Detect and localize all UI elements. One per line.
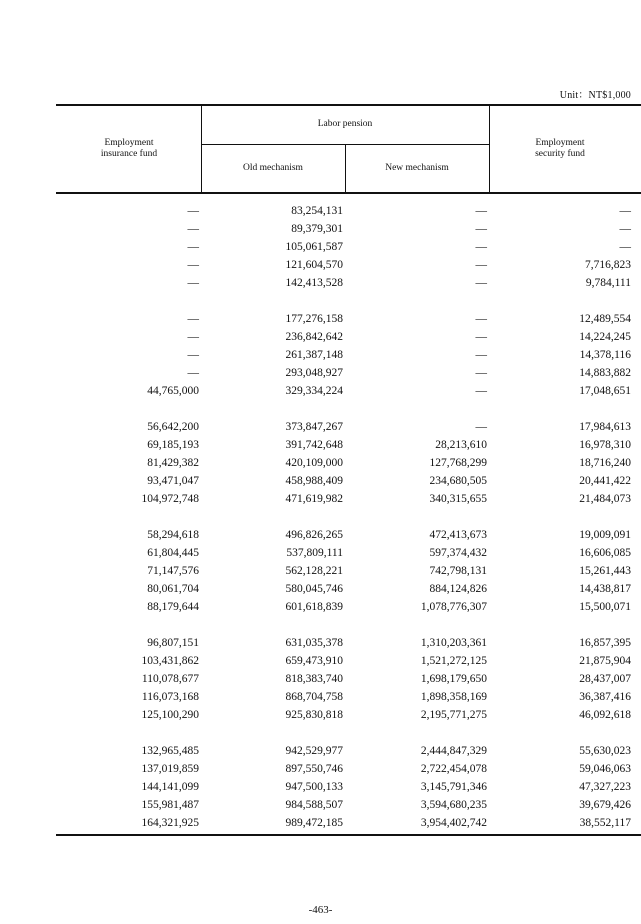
group-gap bbox=[56, 724, 641, 742]
employment-insurance-cell: 155,981,487 bbox=[141, 799, 199, 811]
employment-security-cell: 14,378,116 bbox=[579, 349, 631, 361]
table-row bbox=[56, 526, 641, 544]
new-mechanism-cell: 2,195,771,275 bbox=[420, 709, 487, 721]
employment-security-cell: — bbox=[619, 205, 631, 217]
old-mechanism-cell: 496,826,265 bbox=[285, 529, 343, 541]
new-mechanism-cell: 1,078,776,307 bbox=[420, 601, 487, 613]
employment-insurance-cell: — bbox=[187, 205, 199, 217]
header-employment-security: Employment security fund bbox=[535, 138, 585, 159]
employment-insurance-cell: 69,185,193 bbox=[147, 439, 199, 451]
employment-security-cell: 12,489,554 bbox=[579, 313, 631, 325]
employment-security-cell: 17,048,651 bbox=[579, 385, 631, 397]
employment-security-cell: 28,437,007 bbox=[579, 673, 631, 685]
old-mechanism-cell: 373,847,267 bbox=[285, 421, 343, 433]
employment-security-cell: 16,978,310 bbox=[579, 439, 631, 451]
table-row bbox=[56, 220, 641, 238]
employment-insurance-cell: 116,073,168 bbox=[141, 691, 199, 703]
table-row bbox=[56, 472, 641, 490]
employment-security-cell: 36,387,416 bbox=[579, 691, 631, 703]
employment-insurance-cell: 137,019,859 bbox=[141, 763, 199, 775]
new-mechanism-cell: 1,898,358,169 bbox=[420, 691, 487, 703]
employment-security-cell: 47,327,223 bbox=[579, 781, 631, 793]
new-mechanism-cell: — bbox=[475, 277, 487, 289]
table-row bbox=[56, 742, 641, 760]
table-row bbox=[56, 238, 641, 256]
employment-insurance-cell: 93,471,047 bbox=[147, 475, 199, 487]
employment-security-cell: 17,984,613 bbox=[579, 421, 631, 433]
new-mechanism-cell: 3,594,680,235 bbox=[420, 799, 487, 811]
group-gap bbox=[56, 616, 641, 634]
header-labor-pension: Labor pension bbox=[317, 119, 373, 129]
new-mechanism-cell: 742,798,131 bbox=[429, 565, 487, 577]
old-mechanism-cell: 989,472,185 bbox=[285, 817, 343, 829]
old-mechanism-cell: 391,742,648 bbox=[285, 439, 343, 451]
new-mechanism-cell: 2,444,847,329 bbox=[420, 745, 487, 757]
page-number: -463- bbox=[308, 904, 333, 916]
employment-security-cell: 20,441,422 bbox=[579, 475, 631, 487]
employment-security-cell: 7,716,823 bbox=[585, 259, 631, 271]
employment-insurance-cell: 81,429,382 bbox=[147, 457, 199, 469]
old-mechanism-cell: 818,383,740 bbox=[285, 673, 343, 685]
old-mechanism-cell: 142,413,528 bbox=[285, 277, 343, 289]
table-row bbox=[56, 544, 641, 562]
header-bottom-rule bbox=[56, 192, 641, 194]
new-mechanism-cell: — bbox=[475, 241, 487, 253]
table-row bbox=[56, 418, 641, 436]
table-row bbox=[56, 346, 641, 364]
table-row bbox=[56, 796, 641, 814]
employment-security-cell: 55,630,023 bbox=[579, 745, 631, 757]
old-mechanism-cell: 293,048,927 bbox=[285, 367, 343, 379]
group-gap bbox=[56, 508, 641, 526]
old-mechanism-cell: 562,128,221 bbox=[285, 565, 343, 577]
table-row bbox=[56, 652, 641, 670]
employment-security-cell: 19,009,091 bbox=[579, 529, 631, 541]
table-row bbox=[56, 760, 641, 778]
employment-insurance-cell: 164,321,925 bbox=[141, 817, 199, 829]
employment-insurance-cell: — bbox=[187, 313, 199, 325]
new-mechanism-cell: 2,722,454,078 bbox=[420, 763, 487, 775]
table-row bbox=[56, 436, 641, 454]
employment-insurance-cell: — bbox=[187, 331, 199, 343]
old-mechanism-cell: 89,379,301 bbox=[291, 223, 343, 235]
table-body bbox=[56, 202, 641, 832]
table-row bbox=[56, 490, 641, 508]
new-mechanism-cell: 3,954,402,742 bbox=[420, 817, 487, 829]
old-mechanism-cell: 420,109,000 bbox=[285, 457, 343, 469]
employment-insurance-cell: 96,807,151 bbox=[147, 637, 199, 649]
new-mechanism-cell: 884,124,826 bbox=[429, 583, 487, 595]
old-mechanism-cell: 236,842,642 bbox=[285, 331, 343, 343]
old-mechanism-cell: 458,988,409 bbox=[285, 475, 343, 487]
new-mechanism-cell: 472,413,673 bbox=[429, 529, 487, 541]
old-mechanism-cell: 537,809,111 bbox=[286, 547, 343, 559]
header-divider bbox=[489, 104, 490, 193]
employment-security-cell: 39,679,426 bbox=[579, 799, 631, 811]
employment-security-cell: 15,500,071 bbox=[579, 601, 631, 613]
employment-insurance-cell: — bbox=[187, 241, 199, 253]
employment-security-cell: 16,606,085 bbox=[579, 547, 631, 559]
new-mechanism-cell: — bbox=[475, 367, 487, 379]
new-mechanism-cell: — bbox=[475, 223, 487, 235]
new-mechanism-cell: 597,374,432 bbox=[429, 547, 487, 559]
employment-security-cell: 21,875,904 bbox=[579, 655, 631, 667]
employment-security-cell: 14,438,817 bbox=[579, 583, 631, 595]
table-row bbox=[56, 580, 641, 598]
table-row bbox=[56, 256, 641, 274]
old-mechanism-cell: 329,334,224 bbox=[285, 385, 343, 397]
labor-pension-divider bbox=[201, 144, 489, 145]
employment-security-cell: 15,261,443 bbox=[579, 565, 631, 577]
old-mechanism-cell: 471,619,982 bbox=[285, 493, 343, 505]
employment-security-cell: 18,716,240 bbox=[579, 457, 631, 469]
table-row bbox=[56, 382, 641, 400]
employment-insurance-cell: 56,642,200 bbox=[147, 421, 199, 433]
employment-security-cell: 9,784,111 bbox=[585, 277, 631, 289]
table-bottom-rule bbox=[56, 834, 641, 836]
new-mechanism-cell: 1,310,203,361 bbox=[420, 637, 487, 649]
new-mechanism-cell: — bbox=[475, 313, 487, 325]
group-gap bbox=[56, 292, 641, 310]
employment-insurance-cell: 61,804,445 bbox=[147, 547, 199, 559]
table-row bbox=[56, 706, 641, 724]
new-mechanism-cell: — bbox=[475, 331, 487, 343]
old-mechanism-cell: 868,704,758 bbox=[285, 691, 343, 703]
header-new-mechanism: New mechanism bbox=[385, 163, 449, 173]
old-mechanism-cell: 177,276,158 bbox=[285, 313, 343, 325]
employment-insurance-cell: 71,147,576 bbox=[147, 565, 199, 577]
employment-insurance-cell: 125,100,290 bbox=[141, 709, 199, 721]
table-row bbox=[56, 562, 641, 580]
table-row bbox=[56, 310, 641, 328]
table-row bbox=[56, 328, 641, 346]
employment-insurance-cell: 110,078,677 bbox=[141, 673, 199, 685]
employment-insurance-cell: — bbox=[187, 349, 199, 361]
employment-insurance-cell: 44,765,000 bbox=[147, 385, 199, 397]
header-divider bbox=[201, 104, 202, 193]
new-mechanism-cell: — bbox=[475, 259, 487, 271]
old-mechanism-cell: 984,588,507 bbox=[285, 799, 343, 811]
unit-label: Unit：NT$1,000 bbox=[559, 90, 631, 101]
employment-security-cell: — bbox=[619, 223, 631, 235]
employment-security-cell: — bbox=[619, 241, 631, 253]
employment-insurance-cell: 88,179,644 bbox=[147, 601, 199, 613]
employment-insurance-cell: — bbox=[187, 259, 199, 271]
employment-security-cell: 21,484,073 bbox=[579, 493, 631, 505]
employment-insurance-cell: 144,141,099 bbox=[141, 781, 199, 793]
old-mechanism-cell: 631,035,378 bbox=[285, 637, 343, 649]
old-mechanism-cell: 925,830,818 bbox=[285, 709, 343, 721]
new-mechanism-cell: — bbox=[475, 421, 487, 433]
table-row bbox=[56, 364, 641, 382]
header-old-mechanism: Old mechanism bbox=[243, 163, 303, 173]
employment-insurance-cell: 104,972,748 bbox=[141, 493, 199, 505]
new-mechanism-cell: — bbox=[475, 385, 487, 397]
old-mechanism-cell: 121,604,570 bbox=[285, 259, 343, 271]
table-row bbox=[56, 814, 641, 832]
employment-security-cell: 38,552,117 bbox=[579, 817, 631, 829]
old-mechanism-cell: 261,387,148 bbox=[285, 349, 343, 361]
employment-insurance-cell: 80,061,704 bbox=[147, 583, 199, 595]
new-mechanism-cell: — bbox=[475, 349, 487, 361]
table-row bbox=[56, 670, 641, 688]
table-row bbox=[56, 454, 641, 472]
table-row bbox=[56, 688, 641, 706]
table-row bbox=[56, 634, 641, 652]
old-mechanism-cell: 580,045,746 bbox=[285, 583, 343, 595]
group-gap bbox=[56, 400, 641, 418]
new-mechanism-cell: 3,145,791,346 bbox=[420, 781, 487, 793]
old-mechanism-cell: 942,529,977 bbox=[285, 745, 343, 757]
old-mechanism-cell: 947,500,133 bbox=[285, 781, 343, 793]
new-mechanism-cell: 234,680,505 bbox=[429, 475, 487, 487]
table-row bbox=[56, 598, 641, 616]
new-mechanism-cell: 340,315,655 bbox=[429, 493, 487, 505]
old-mechanism-cell: 659,473,910 bbox=[285, 655, 343, 667]
old-mechanism-cell: 83,254,131 bbox=[291, 205, 343, 217]
new-mechanism-cell: 1,698,179,650 bbox=[420, 673, 487, 685]
table-top-rule bbox=[56, 104, 641, 106]
table-row bbox=[56, 202, 641, 220]
employment-insurance-cell: 103,431,862 bbox=[141, 655, 199, 667]
employment-security-cell: 14,883,882 bbox=[579, 367, 631, 379]
new-mechanism-cell: 127,768,299 bbox=[429, 457, 487, 469]
employment-insurance-cell: — bbox=[187, 223, 199, 235]
new-mechanism-cell: — bbox=[475, 205, 487, 217]
old-mechanism-cell: 105,061,587 bbox=[285, 241, 343, 253]
header-employment-insurance: Employment insurance fund bbox=[100, 138, 158, 159]
employment-security-cell: 59,046,063 bbox=[579, 763, 631, 775]
old-mechanism-cell: 601,618,839 bbox=[285, 601, 343, 613]
employment-insurance-cell: 58,294,618 bbox=[147, 529, 199, 541]
old-mechanism-cell: 897,550,746 bbox=[285, 763, 343, 775]
employment-security-cell: 14,224,245 bbox=[579, 331, 631, 343]
employment-security-cell: 46,092,618 bbox=[579, 709, 631, 721]
employment-security-cell: 16,857,395 bbox=[579, 637, 631, 649]
new-mechanism-cell: 1,521,272,125 bbox=[420, 655, 487, 667]
new-mechanism-cell: 28,213,610 bbox=[435, 439, 487, 451]
employment-insurance-cell: — bbox=[187, 367, 199, 379]
employment-insurance-cell: 132,965,485 bbox=[141, 745, 199, 757]
table-row bbox=[56, 778, 641, 796]
employment-insurance-cell: — bbox=[187, 277, 199, 289]
table-row bbox=[56, 274, 641, 292]
